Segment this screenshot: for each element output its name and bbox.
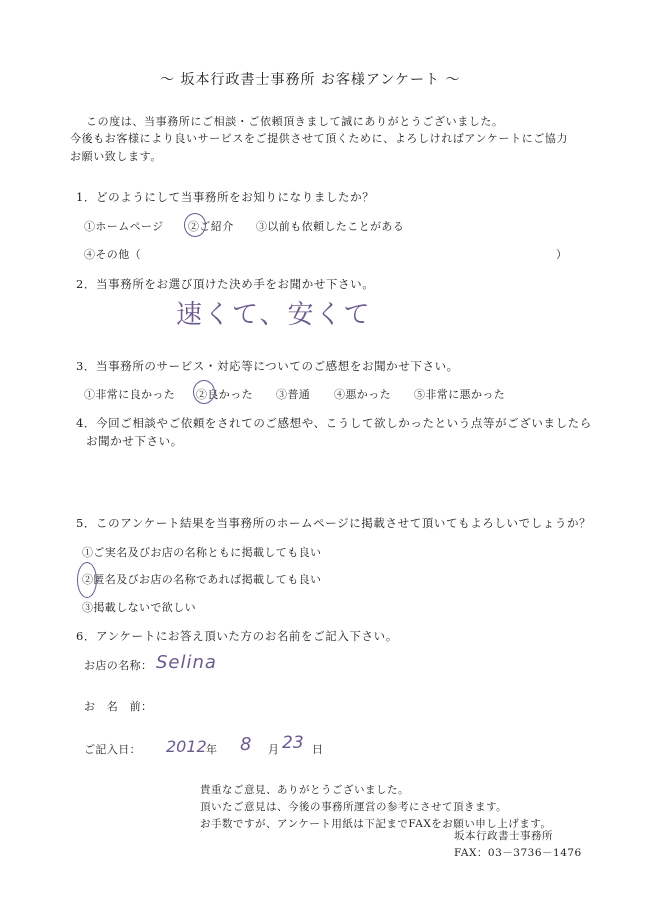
q4-question-line-1: 4．今回ご相談やご依頼をされてのご感想や、こうして欲しかったという点等がございましたら: [76, 416, 592, 430]
shop-name-label: お店の名称：: [84, 659, 153, 672]
footer-line-3: お手数ですが、アンケート用紙は下記までFAXをお願い申し上げます。: [200, 818, 552, 830]
q5-option-do-not-publish[interactable]: ③掲載しないで欲しい: [82, 601, 196, 614]
q1-option-referral[interactable]: ②ご紹介: [188, 220, 234, 233]
q3-selected-circle: [193, 380, 215, 404]
q5-option-real-name[interactable]: ①ご実名及びお店の名称ともに掲載しても良い: [82, 546, 322, 559]
office-fax: FAX：03－3736－1476: [454, 847, 582, 859]
shop-name-value: Selina: [156, 652, 217, 673]
date-year: 2012: [166, 737, 207, 756]
q2-answer: 速くて、安くて: [176, 300, 372, 330]
office-name: 坂本行政書士事務所: [454, 830, 553, 842]
q1-selected-circle: [184, 213, 206, 237]
q3-question: 3．当事務所のサービス・対応等についてのご感想をお聞かせ下さい。: [76, 359, 459, 373]
q1-option-previous[interactable]: ③以前も依頼したことがある: [256, 220, 405, 233]
footer-line-1: 貴重なご意見、ありがとうございました。: [200, 784, 409, 796]
date-day-unit: 日: [312, 743, 324, 756]
footer-line-2: 頂いたご意見は、今後の事務所運営の参考にさせて頂きます。: [200, 801, 508, 813]
q6-question: 6．アンケートにお答え頂いた方のお名前をご記入下さい。: [76, 629, 398, 643]
survey-title: 〜 坂本行政書士事務所 お客様アンケート 〜: [160, 72, 461, 88]
q3-option-good[interactable]: ②良かった: [196, 388, 253, 401]
q5-selected-circle: [77, 562, 97, 598]
name-label: お 名 前：: [84, 700, 153, 713]
q1-question: 1．どのようにして当事務所をお知りになりましたか？: [76, 190, 375, 204]
q5-option-anonymous[interactable]: ②匿名及びお店の名称であれば掲載しても良い: [82, 573, 322, 586]
q1-option-other[interactable]: ④その他（: [84, 248, 141, 261]
intro-line-2: 今後もお客様により良いサービスをご提供させて頂くために、よろしければアンケートにご協力: [70, 132, 569, 145]
q2-question: 2．当事務所をお選び頂けた決め手をお聞かせ下さい。: [76, 277, 375, 291]
date-month-unit: 月: [268, 743, 280, 756]
q3-option-bad[interactable]: ④悪かった: [334, 388, 391, 401]
q3-option-very-bad[interactable]: ⑤非常に悪かった: [414, 388, 506, 401]
q1-other-close: ）: [556, 248, 568, 261]
intro-line-3: お願い致します。: [70, 150, 162, 163]
date-label: ご記入日：: [84, 743, 141, 756]
q3-option-very-good[interactable]: ①非常に良かった: [84, 388, 176, 401]
intro-line-1: この度は、当事務所にご相談・ご依頼頂きまして誠にありがとうございました。: [86, 115, 504, 128]
date-day: 23: [282, 733, 304, 753]
date-month: 8: [240, 734, 252, 755]
q3-option-average[interactable]: ③普通: [276, 388, 311, 401]
date-year-unit: 年: [206, 743, 218, 756]
q5-question: 5．このアンケート結果を当事務所のホームページに掲載させて頂いてもよろしいでしょうか？: [76, 516, 592, 530]
q4-question-line-2: お聞かせ下さい。: [86, 434, 183, 448]
q1-option-homepage[interactable]: ①ホームページ: [84, 220, 164, 233]
